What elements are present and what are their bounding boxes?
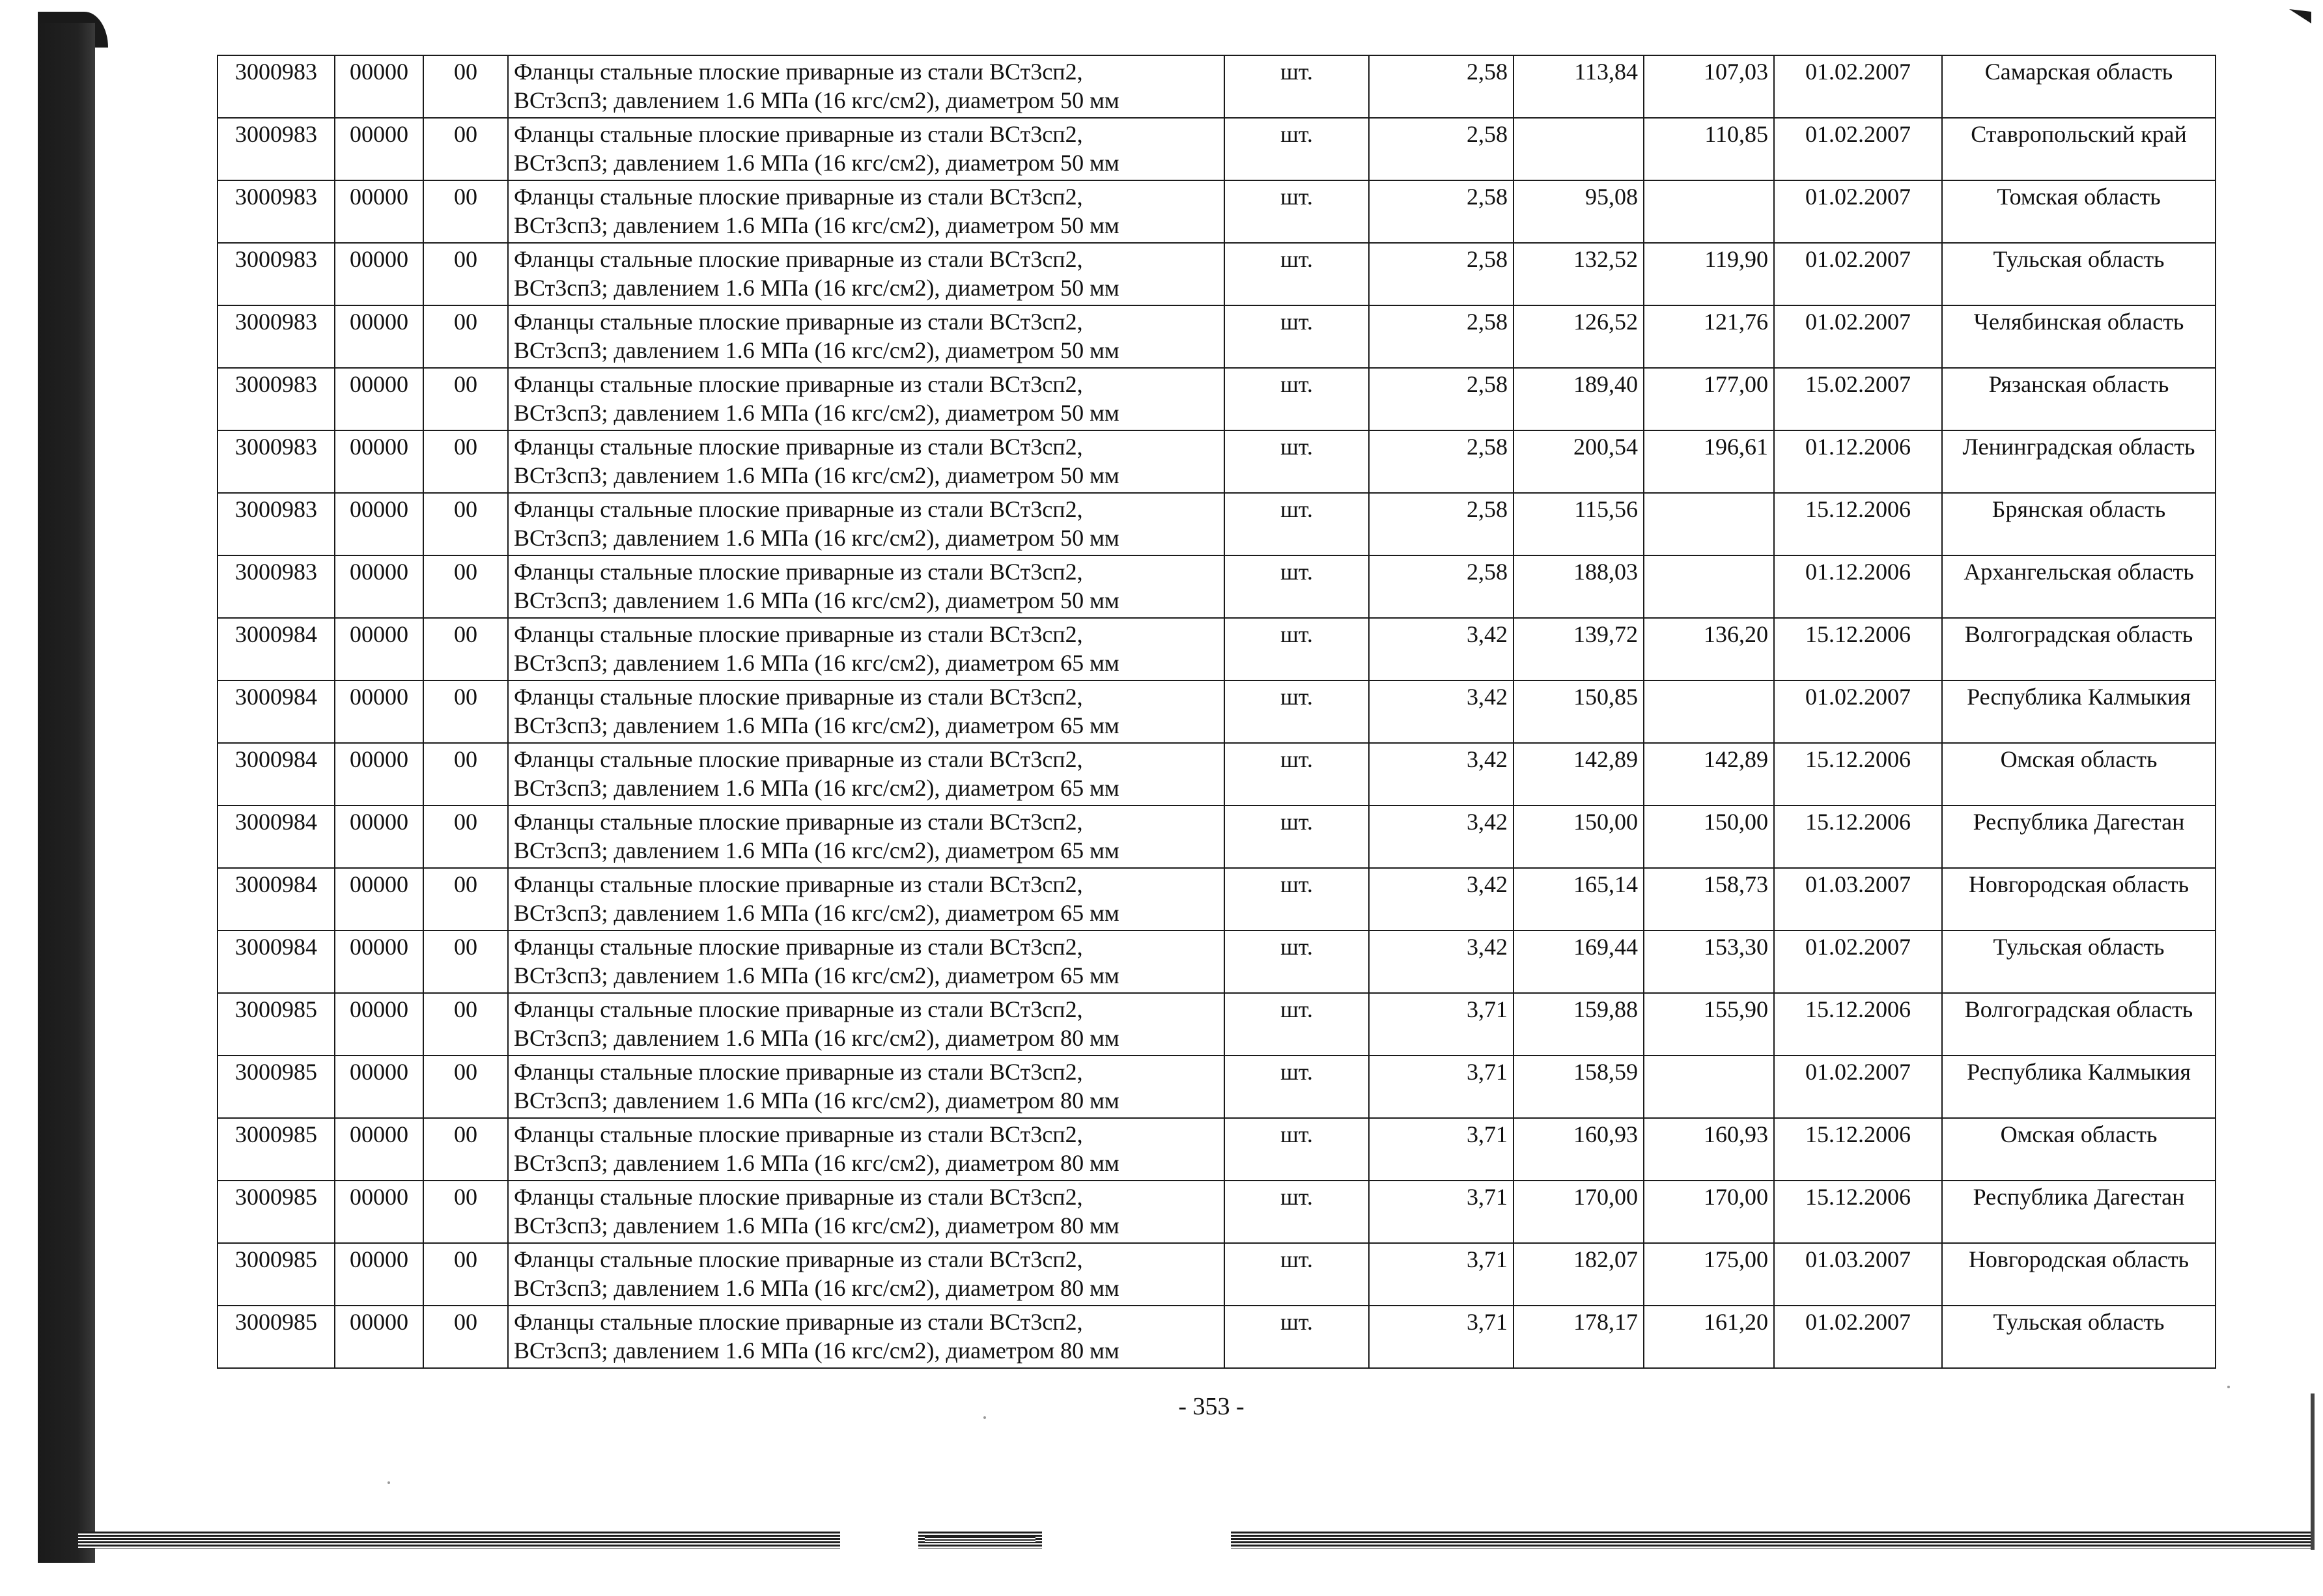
cell-date: 01.12.2006 (1774, 555, 1942, 618)
cell-code: 3000983 (218, 243, 335, 305)
name-line-2: ВСт3сп3; давлением 1.6 МПа (16 кгс/см2), диаметром 65 мм (514, 900, 1119, 926)
cell-name (508, 1306, 1224, 1368)
cell-subcode: 00000 (335, 55, 423, 118)
cell-code: 3000984 (218, 931, 335, 993)
cell-region: Самарская область (1942, 55, 2216, 118)
cell-region: Архангельская область (1942, 555, 2216, 618)
cell-name (508, 743, 1224, 805)
cell-unit: шт. (1224, 1306, 1369, 1368)
cell-subcode: 00000 (335, 368, 423, 430)
cell-price-2: 196,61 (1644, 430, 1774, 493)
scan-edge-gap (840, 1528, 918, 1554)
name-line-1: Фланцы стальные плоские приварные из стали ВСт3сп2, (514, 121, 1083, 147)
cell-price-1: 188,03 (1513, 555, 1644, 618)
cell-weight: 2,58 (1369, 368, 1513, 430)
cell-date: 15.12.2006 (1774, 493, 1942, 555)
cell-date: 01.02.2007 (1774, 243, 1942, 305)
cell-price-1: 160,93 (1513, 1118, 1644, 1181)
cell-date: 01.02.2007 (1774, 680, 1942, 743)
cell-price-2: 119,90 (1644, 243, 1774, 305)
name-line-2: ВСт3сп3; давлением 1.6 МПа (16 кгс/см2), диаметром 50 мм (514, 587, 1119, 613)
cell-region: Челябинская область (1942, 305, 2216, 368)
table-row (218, 680, 2216, 743)
cell-price-2 (1644, 680, 1774, 743)
name-line-1: Фланцы стальные плоские приварные из стали ВСт3сп2, (514, 559, 1083, 585)
cell-price-2: 160,93 (1644, 1118, 1774, 1181)
table-row (218, 743, 2216, 805)
cell-category: 00 (423, 743, 508, 805)
cell-name (508, 180, 1224, 243)
cell-date: 15.12.2006 (1774, 618, 1942, 680)
cell-region: Брянская область (1942, 493, 2216, 555)
table-row (218, 305, 2216, 368)
cell-subcode: 00000 (335, 931, 423, 993)
cell-price-1: 139,72 (1513, 618, 1644, 680)
cell-price-1: 113,84 (1513, 55, 1644, 118)
cell-region: Тульская область (1942, 931, 2216, 993)
cell-price-2 (1644, 493, 1774, 555)
name-line-1: Фланцы стальные плоские приварные из стали ВСт3сп2, (514, 684, 1083, 710)
cell-code: 3000984 (218, 743, 335, 805)
cell-price-1: 126,52 (1513, 305, 1644, 368)
cell-date: 15.12.2006 (1774, 743, 1942, 805)
cell-date: 01.02.2007 (1774, 931, 1942, 993)
name-line-2: ВСт3сп3; давлением 1.6 МПа (16 кгс/см2), диаметром 65 мм (514, 650, 1119, 676)
cell-region: Рязанская область (1942, 368, 2216, 430)
scan-edge-left (38, 23, 95, 1563)
name-line-2: ВСт3сп3; давлением 1.6 МПа (16 кгс/см2), диаметром 80 мм (514, 1337, 1119, 1364)
cell-code: 3000983 (218, 305, 335, 368)
cell-region: Томская область (1942, 180, 2216, 243)
cell-price-2: 136,20 (1644, 618, 1774, 680)
cell-name (508, 931, 1224, 993)
cell-price-1: 150,00 (1513, 805, 1644, 868)
cell-price-1: 159,88 (1513, 993, 1644, 1056)
cell-date: 01.02.2007 (1774, 305, 1942, 368)
cell-unit: шт. (1224, 55, 1369, 118)
cell-subcode: 00000 (335, 805, 423, 868)
cell-weight: 3,71 (1369, 1243, 1513, 1306)
cell-region: Республика Дагестан (1942, 1181, 2216, 1243)
cell-region: Волгоградская область (1942, 993, 2216, 1056)
cell-price-1: 158,59 (1513, 1056, 1644, 1118)
cell-unit: шт. (1224, 243, 1369, 305)
cell-name (508, 993, 1224, 1056)
cell-subcode: 00000 (335, 1243, 423, 1306)
cell-category: 00 (423, 118, 508, 180)
cell-unit: шт. (1224, 743, 1369, 805)
table-row (218, 993, 2216, 1056)
name-line-1: Фланцы стальные плоские приварные из стали ВСт3сп2, (514, 1309, 1083, 1335)
cell-unit: шт. (1224, 1118, 1369, 1181)
cell-name (508, 243, 1224, 305)
cell-weight: 2,58 (1369, 180, 1513, 243)
name-line-2: ВСт3сп3; давлением 1.6 МПа (16 кгс/см2), диаметром 50 мм (514, 462, 1119, 488)
cell-code: 3000983 (218, 430, 335, 493)
cell-price-1: 142,89 (1513, 743, 1644, 805)
name-line-1: Фланцы стальные плоские приварные из стали ВСт3сп2, (514, 809, 1083, 835)
cell-category: 00 (423, 993, 508, 1056)
cell-price-1: 170,00 (1513, 1181, 1644, 1243)
name-line-1: Фланцы стальные плоские приварные из стали ВСт3сп2, (514, 434, 1083, 460)
name-line-2: ВСт3сп3; давлением 1.6 МПа (16 кгс/см2), диаметром 80 мм (514, 1275, 1119, 1301)
cell-subcode: 00000 (335, 305, 423, 368)
cell-name (508, 680, 1224, 743)
cell-date: 15.12.2006 (1774, 1181, 1942, 1243)
cell-code: 3000983 (218, 493, 335, 555)
cell-subcode: 00000 (335, 1181, 423, 1243)
cell-category: 00 (423, 1181, 508, 1243)
cell-price-2 (1644, 555, 1774, 618)
cell-price-1: 165,14 (1513, 868, 1644, 931)
cell-weight: 3,71 (1369, 993, 1513, 1056)
cell-unit: шт. (1224, 1243, 1369, 1306)
cell-code: 3000984 (218, 868, 335, 931)
cell-date: 01.03.2007 (1774, 868, 1942, 931)
cell-category: 00 (423, 1243, 508, 1306)
cell-price-2: 142,89 (1644, 743, 1774, 805)
cell-region: Ленинградская область (1942, 430, 2216, 493)
cell-code: 3000983 (218, 368, 335, 430)
table-row (218, 243, 2216, 305)
cell-region: Омская область (1942, 1118, 2216, 1181)
table-row (218, 493, 2216, 555)
scan-edge-right (2311, 1393, 2315, 1550)
cell-weight: 2,58 (1369, 430, 1513, 493)
cell-date: 01.02.2007 (1774, 118, 1942, 180)
name-line-2: ВСт3сп3; давлением 1.6 МПа (16 кгс/см2), диаметром 50 мм (514, 87, 1119, 113)
cell-name (508, 493, 1224, 555)
cell-date: 01.02.2007 (1774, 1306, 1942, 1368)
cell-date: 01.12.2006 (1774, 430, 1942, 493)
name-line-1: Фланцы стальные плоские приварные из стали ВСт3сп2, (514, 246, 1083, 272)
cell-name (508, 368, 1224, 430)
cell-code: 3000985 (218, 1306, 335, 1368)
table-row (218, 1243, 2216, 1306)
cell-code: 3000985 (218, 993, 335, 1056)
cell-unit: шт. (1224, 680, 1369, 743)
name-line-2: ВСт3сп3; давлением 1.6 МПа (16 кгс/см2), диаметром 80 мм (514, 1087, 1119, 1113)
cell-category: 00 (423, 931, 508, 993)
cell-unit: шт. (1224, 868, 1369, 931)
name-line-2: ВСт3сп3; давлением 1.6 МПа (16 кгс/см2), диаметром 80 мм (514, 1025, 1119, 1051)
cell-weight: 3,42 (1369, 618, 1513, 680)
cell-subcode: 00000 (335, 743, 423, 805)
scan-edge-gap (1042, 1528, 1231, 1554)
table-row (218, 1056, 2216, 1118)
cell-weight: 3,42 (1369, 868, 1513, 931)
page-number: - 353 - (1178, 1393, 1245, 1420)
cell-price-1: 178,17 (1513, 1306, 1644, 1368)
table-row (218, 430, 2216, 493)
cell-unit: шт. (1224, 1181, 1369, 1243)
cell-unit: шт. (1224, 493, 1369, 555)
cell-weight: 3,42 (1369, 931, 1513, 993)
cell-unit: шт. (1224, 555, 1369, 618)
cell-unit: шт. (1224, 368, 1369, 430)
cell-code: 3000983 (218, 555, 335, 618)
name-line-2: ВСт3сп3; давлением 1.6 МПа (16 кгс/см2), диаметром 65 мм (514, 962, 1119, 988)
cell-category: 00 (423, 430, 508, 493)
cell-category: 00 (423, 180, 508, 243)
table-row (218, 1181, 2216, 1243)
name-line-2: ВСт3сп3; давлением 1.6 МПа (16 кгс/см2), диаметром 80 мм (514, 1150, 1119, 1176)
cell-weight: 2,58 (1369, 243, 1513, 305)
cell-price-2: 175,00 (1644, 1243, 1774, 1306)
name-line-1: Фланцы стальные плоские приварные из стали ВСт3сп2, (514, 746, 1083, 772)
cell-price-2 (1644, 1056, 1774, 1118)
cell-price-1: 182,07 (1513, 1243, 1644, 1306)
table-row (218, 368, 2216, 430)
name-line-1: Фланцы стальные плоские приварные из стали ВСт3сп2, (514, 1059, 1083, 1085)
cell-weight: 3,42 (1369, 805, 1513, 868)
cell-weight: 3,71 (1369, 1181, 1513, 1243)
cell-date: 01.02.2007 (1774, 1056, 1942, 1118)
cell-price-1: 132,52 (1513, 243, 1644, 305)
cell-price-1: 189,40 (1513, 368, 1644, 430)
cell-weight: 3,71 (1369, 1306, 1513, 1368)
cell-category: 00 (423, 243, 508, 305)
table-row (218, 868, 2216, 931)
cell-region: Республика Дагестан (1942, 805, 2216, 868)
name-line-1: Фланцы стальные плоские приварные из стали ВСт3сп2, (514, 871, 1083, 897)
cell-category: 00 (423, 55, 508, 118)
table-row (218, 555, 2216, 618)
cell-category: 00 (423, 805, 508, 868)
cell-unit: шт. (1224, 805, 1369, 868)
cell-unit: шт. (1224, 1056, 1369, 1118)
cell-weight: 2,58 (1369, 493, 1513, 555)
cell-subcode: 00000 (335, 1118, 423, 1181)
cell-code: 3000984 (218, 618, 335, 680)
cell-category: 00 (423, 868, 508, 931)
scan-edge-bottom-mid (925, 1537, 1035, 1545)
cell-subcode: 00000 (335, 618, 423, 680)
cell-code: 3000984 (218, 805, 335, 868)
cell-category: 00 (423, 555, 508, 618)
cell-subcode: 00000 (335, 493, 423, 555)
cell-name (508, 1056, 1224, 1118)
name-line-2: ВСт3сп3; давлением 1.6 МПа (16 кгс/см2), диаметром 65 мм (514, 837, 1119, 863)
cell-unit: шт. (1224, 618, 1369, 680)
name-line-1: Фланцы стальные плоские приварные из стали ВСт3сп2, (514, 1184, 1083, 1210)
cell-subcode: 00000 (335, 1056, 423, 1118)
name-line-2: ВСт3сп3; давлением 1.6 МПа (16 кгс/см2), диаметром 50 мм (514, 400, 1119, 426)
cell-weight: 3,71 (1369, 1056, 1513, 1118)
cell-region: Республика Калмыкия (1942, 1056, 2216, 1118)
cell-price-1: 169,44 (1513, 931, 1644, 993)
cell-name (508, 305, 1224, 368)
cell-price-2: 150,00 (1644, 805, 1774, 868)
cell-unit: шт. (1224, 305, 1369, 368)
cell-price-1: 200,54 (1513, 430, 1644, 493)
table-row (218, 931, 2216, 993)
cell-name (508, 430, 1224, 493)
cell-subcode: 00000 (335, 1306, 423, 1368)
cell-code: 3000983 (218, 180, 335, 243)
cell-code: 3000985 (218, 1118, 335, 1181)
cell-subcode: 00000 (335, 118, 423, 180)
cell-unit: шт. (1224, 118, 1369, 180)
name-line-2: ВСт3сп3; давлением 1.6 МПа (16 кгс/см2), диаметром 50 мм (514, 275, 1119, 301)
cell-name (508, 618, 1224, 680)
cell-price-2: 177,00 (1644, 368, 1774, 430)
cell-region: Республика Калмыкия (1942, 680, 2216, 743)
cell-category: 00 (423, 1056, 508, 1118)
scan-speck (2227, 1386, 2230, 1388)
cell-weight: 3,42 (1369, 680, 1513, 743)
cell-price-2: 170,00 (1644, 1181, 1774, 1243)
table-row (218, 55, 2216, 118)
cell-weight: 2,58 (1369, 305, 1513, 368)
cell-category: 00 (423, 305, 508, 368)
name-line-1: Фланцы стальные плоские приварные из стали ВСт3сп2, (514, 184, 1083, 210)
name-line-2: ВСт3сп3; давлением 1.6 МПа (16 кгс/см2), диаметром 50 мм (514, 525, 1119, 551)
name-line-1: Фланцы стальные плоские приварные из стали ВСт3сп2, (514, 59, 1083, 85)
cell-name (508, 1118, 1224, 1181)
cell-weight: 2,58 (1369, 55, 1513, 118)
name-line-1: Фланцы стальные плоские приварные из стали ВСт3сп2, (514, 934, 1083, 960)
cell-subcode: 00000 (335, 555, 423, 618)
cell-unit: шт. (1224, 931, 1369, 993)
cell-date: 15.12.2006 (1774, 805, 1942, 868)
cell-name (508, 555, 1224, 618)
cell-subcode: 00000 (335, 180, 423, 243)
table-row (218, 805, 2216, 868)
cell-region: Тульская область (1942, 243, 2216, 305)
cell-subcode: 00000 (335, 868, 423, 931)
cell-region: Новгородская область (1942, 868, 2216, 931)
table-row (218, 180, 2216, 243)
cell-date: 15.12.2006 (1774, 993, 1942, 1056)
cell-price-1: 150,85 (1513, 680, 1644, 743)
name-line-2: ВСт3сп3; давлением 1.6 МПа (16 кгс/см2), диаметром 50 мм (514, 212, 1119, 238)
cell-price-2: 161,20 (1644, 1306, 1774, 1368)
cell-weight: 3,42 (1369, 743, 1513, 805)
cell-date: 01.02.2007 (1774, 55, 1942, 118)
cell-category: 00 (423, 618, 508, 680)
cell-region: Тульская область (1942, 1306, 2216, 1368)
cell-code: 3000985 (218, 1243, 335, 1306)
cell-name (508, 118, 1224, 180)
table-body (218, 55, 2216, 1368)
cell-price-1: 115,56 (1513, 493, 1644, 555)
cell-price-2: 110,85 (1644, 118, 1774, 180)
cell-region: Ставропольский край (1942, 118, 2216, 180)
cell-unit: шт. (1224, 993, 1369, 1056)
cell-weight: 2,58 (1369, 555, 1513, 618)
name-line-1: Фланцы стальные плоские приварные из стали ВСт3сп2, (514, 496, 1083, 522)
cell-category: 00 (423, 368, 508, 430)
cell-weight: 2,58 (1369, 118, 1513, 180)
cell-subcode: 00000 (335, 243, 423, 305)
cell-date: 15.02.2007 (1774, 368, 1942, 430)
cell-price-1: 95,08 (1513, 180, 1644, 243)
name-line-2: ВСт3сп3; давлением 1.6 МПа (16 кгс/см2), диаметром 80 мм (514, 1212, 1119, 1239)
table-row (218, 618, 2216, 680)
cell-date: 01.03.2007 (1774, 1243, 1942, 1306)
name-line-2: ВСт3сп3; давлением 1.6 МПа (16 кгс/см2), диаметром 50 мм (514, 150, 1119, 176)
cell-category: 00 (423, 680, 508, 743)
table-row (218, 1118, 2216, 1181)
cell-price-2: 107,03 (1644, 55, 1774, 118)
cell-name (508, 1243, 1224, 1306)
table-row (218, 1306, 2216, 1368)
cell-price-2 (1644, 180, 1774, 243)
cell-region: Новгородская область (1942, 1243, 2216, 1306)
name-line-1: Фланцы стальные плоские приварные из стали ВСт3сп2, (514, 371, 1083, 397)
cell-price-2: 155,90 (1644, 993, 1774, 1056)
cell-price-2: 121,76 (1644, 305, 1774, 368)
name-line-1: Фланцы стальные плоские приварные из стали ВСт3сп2, (514, 309, 1083, 335)
corner-fold-mark (2289, 9, 2311, 23)
cell-category: 00 (423, 493, 508, 555)
cell-region: Волгоградская область (1942, 618, 2216, 680)
cell-price-2: 153,30 (1644, 931, 1774, 993)
name-line-2: ВСт3сп3; давлением 1.6 МПа (16 кгс/см2), диаметром 65 мм (514, 712, 1119, 738)
cell-date: 15.12.2006 (1774, 1118, 1942, 1181)
cell-subcode: 00000 (335, 993, 423, 1056)
name-line-1: Фланцы стальные плоские приварные из стали ВСт3сп2, (514, 996, 1083, 1022)
name-line-1: Фланцы стальные плоские приварные из стали ВСт3сп2, (514, 1246, 1083, 1272)
scan-speck (387, 1481, 390, 1484)
cell-code: 3000983 (218, 118, 335, 180)
name-line-2: ВСт3сп3; давлением 1.6 МПа (16 кгс/см2), диаметром 65 мм (514, 775, 1119, 801)
cell-code: 3000984 (218, 680, 335, 743)
cell-weight: 3,71 (1369, 1118, 1513, 1181)
cell-code: 3000985 (218, 1181, 335, 1243)
cell-unit: шт. (1224, 430, 1369, 493)
table-row (218, 118, 2216, 180)
scan-speck (983, 1416, 986, 1419)
cell-price-1 (1513, 118, 1644, 180)
cell-name (508, 868, 1224, 931)
name-line-2: ВСт3сп3; давлением 1.6 МПа (16 кгс/см2), диаметром 50 мм (514, 337, 1119, 363)
cell-name (508, 805, 1224, 868)
price-table (217, 55, 2216, 1369)
cell-name (508, 1181, 1224, 1243)
cell-subcode: 00000 (335, 680, 423, 743)
cell-subcode: 00000 (335, 430, 423, 493)
cell-unit: шт. (1224, 180, 1369, 243)
cell-code: 3000985 (218, 1056, 335, 1118)
cell-code: 3000983 (218, 55, 335, 118)
name-line-1: Фланцы стальные плоские приварные из стали ВСт3сп2, (514, 621, 1083, 647)
cell-date: 01.02.2007 (1774, 180, 1942, 243)
cell-category: 00 (423, 1306, 508, 1368)
cell-price-2: 158,73 (1644, 868, 1774, 931)
name-line-1: Фланцы стальные плоские приварные из стали ВСт3сп2, (514, 1121, 1083, 1147)
cell-category: 00 (423, 1118, 508, 1181)
cell-name (508, 55, 1224, 118)
cell-region: Омская область (1942, 743, 2216, 805)
